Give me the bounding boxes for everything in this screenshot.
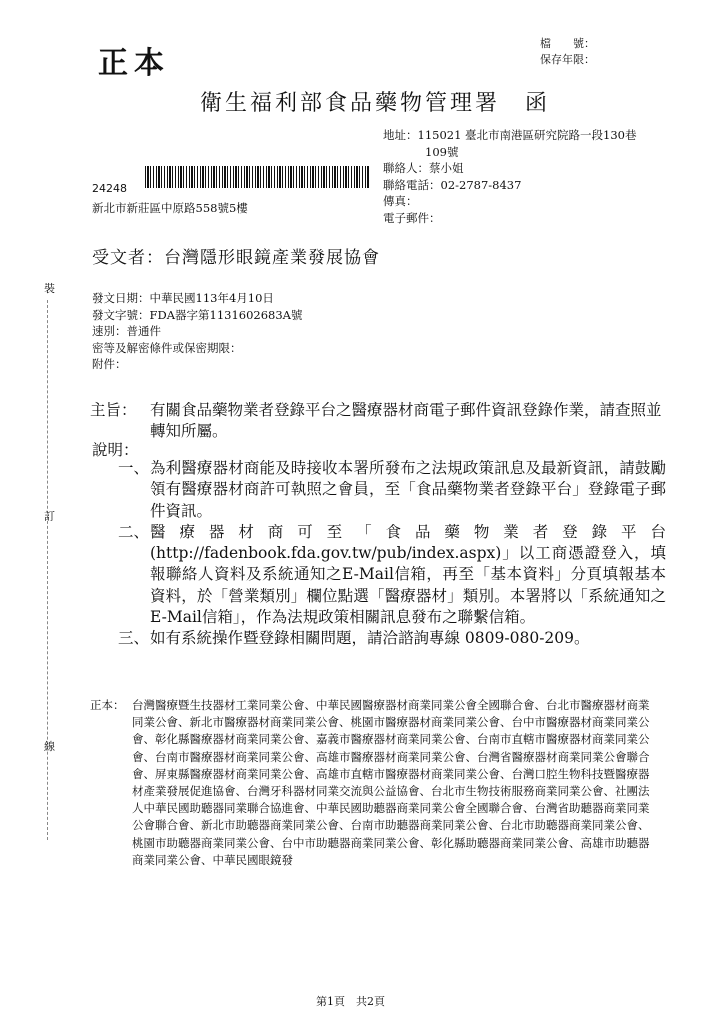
document-meta (92, 290, 302, 373)
contact-phone: 02-2787-8437 (440, 177, 522, 192)
contact-person: 蔡小姐 (429, 161, 464, 175)
item-number: 二、 (118, 522, 150, 541)
subject-label: 主旨： (90, 401, 137, 419)
binding-mark-bottom: 線 (44, 740, 55, 753)
agency-title: 衛生福利部食品藥物管理署 函 (200, 91, 551, 116)
explanation-label: 說明： (92, 441, 139, 459)
explanation-items (118, 458, 666, 650)
address-label: 地址： (383, 128, 418, 142)
item-text: 醫療器材商可至「食品藥物業者登錄平台(http://fadenbook.fda.gov.tw/pub/index.aspx)」以工商憑證登入，填報聯絡人資料及系統通知之E-Mail信箱，再至「基本資料」分頁填報基本資料，於「營業類別」欄位點選「醫療器材」類別。本署將以「系統通知之E-Mail信箱」，作為法規政策相關訊息發布之聯繫信箱。 (150, 522, 666, 627)
sender-info (383, 127, 637, 226)
delivery-speed: 速別：普通件 (92, 324, 161, 338)
postal-barcode (145, 166, 370, 188)
item-text: 如有系統操作暨登錄相關問題，請洽諮詢專線 0809-080-209。 (150, 629, 590, 648)
binding-mark-middle: 訂 (44, 510, 55, 523)
recipient: 受文者：台灣隱形眼鏡產業發展協會 (92, 248, 380, 268)
explanation-item (118, 628, 666, 649)
sender-address-line1: 115021 臺北市南港區研究院路一段130巷 (417, 128, 637, 142)
carbon-copy (90, 697, 650, 869)
archive-info (540, 36, 595, 68)
page-footer: 第1頁 共2頁 (316, 995, 385, 1008)
item-number: 一、 (118, 459, 150, 477)
phone-label: 聯絡電話： (383, 177, 441, 192)
retention-period-label: 保存年限： (540, 53, 595, 66)
explanation-item (118, 522, 666, 628)
binding-line (47, 300, 48, 840)
sender-address-line2: 109號 (425, 144, 459, 159)
receiver-zip: 24248 (92, 182, 127, 195)
receiver-address: 新北市新莊區中原路558號5樓 (92, 201, 248, 215)
cc-label: 正本： (90, 698, 125, 712)
email-label: 電子郵件： (383, 210, 441, 225)
attachment: 附件： (92, 357, 127, 371)
file-number-label: 檔 號： (540, 37, 595, 50)
fax-label: 傳真： (383, 194, 418, 208)
item-text: 為利醫療器材商能及時接收本署所發布之法規政策訊息及最新資訊，請鼓勵領有醫療器材商許可執照之會員，至「食品藥物業者登錄平台」登錄電子郵件資訊。 (150, 459, 666, 520)
cc-text: 台灣醫療暨生技器材工業同業公會、中華民國醫療器材商業同業公會全國聯合會、台北市醫療器材商業同業公會、新北市醫療器材商業同業公會、桃園市醫療器材商業同業公會、台中市醫療器材商業同業公會、彰化縣醫療器材商業同業公會、嘉義市醫療器材商業同業公會、台南市直轄市醫療器材商業同業公會、台南市醫療器材商業同業公會、高雄市醫療器材商業同業公會、台灣省醫療器材商業同業公會聯合會、屏東縣醫療器材商業同業公會、高雄市直轄市醫療器材商業同業公會、台灣口腔生物科技暨醫療器材產業發展促進協會、台灣牙科器材同業交流與公益協會、台北市生物技術服務商業同業公會、社團法人中華民國助聽器同業聯合協進會、中華民國助聽器商業同業公會全國聯合會、台灣省助聽器商業同業公會聯合會、新北市助聽器商業同業公會、台南市助聽器商業同業公會、台北市助聽器商業同業公會、桃園市助聽器商業同業公會、台中市助聽器商業同業公會、彰化縣助聽器商業同業公會、高雄市助聽器商業同業公會、中華民國眼鏡發 (132, 698, 650, 867)
item-number: 三、 (118, 629, 150, 648)
original-copy-stamp: 正本 (98, 46, 170, 81)
issue-date: 發文日期：中華民國113年4月10日 (92, 291, 274, 305)
explanation-item (118, 458, 666, 522)
confidentiality: 密等及解密條件或保密期限： (92, 340, 242, 355)
document-number: 發文字號：FDA器字第1131602683A號 (92, 307, 303, 322)
subject-text: 有關食品藥物業者登錄平台之醫療器材商電子郵件資訊登錄作業，請查照並轉知所屬。 (150, 401, 662, 440)
subject (90, 400, 670, 442)
contact-label: 聯絡人： (383, 161, 429, 175)
binding-mark-top: 裝 (44, 282, 55, 295)
